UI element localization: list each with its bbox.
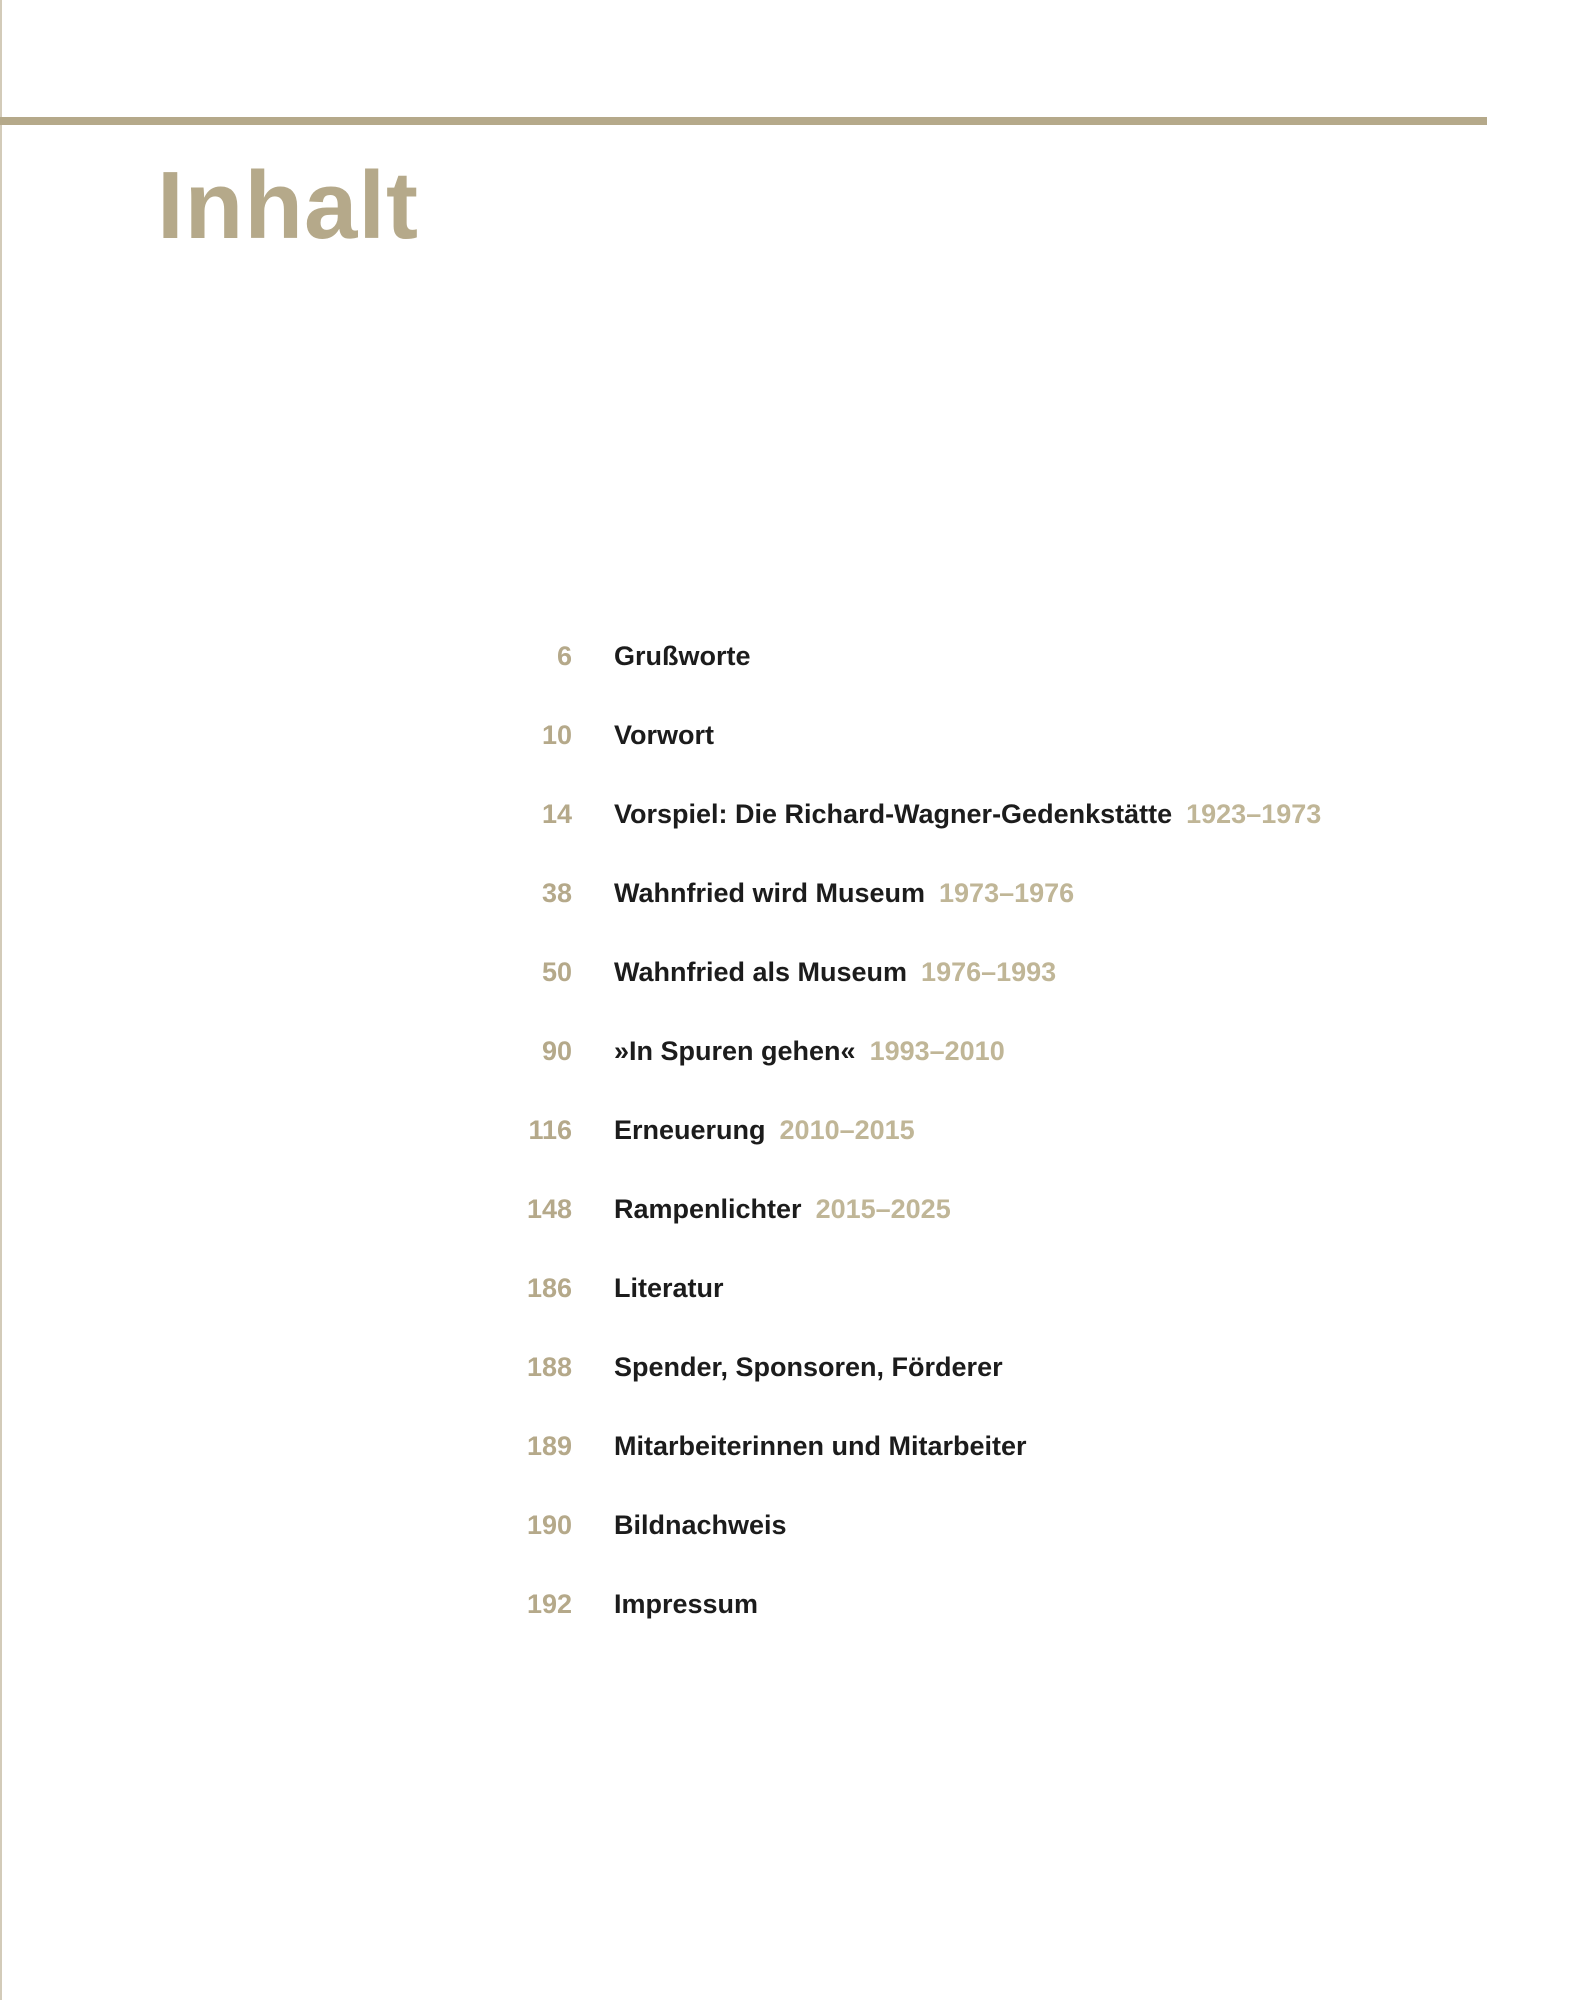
table-of-contents (480, 616, 1480, 1643)
page-title: Inhalt (157, 152, 419, 259)
toc-page-number: 50 (541, 956, 572, 987)
top-rule-divider (0, 117, 1487, 125)
toc-title: Wahnfried wird Museum (614, 877, 926, 908)
toc-entry-wahnfried-wird-museum[interactable] (480, 853, 1480, 932)
toc-entry-mitarbeiter[interactable] (480, 1406, 1480, 1485)
toc-years: 2010–2015 (779, 1114, 915, 1145)
toc-years: 1976–1993 (921, 956, 1057, 987)
toc-entry-in-spuren-gehen[interactable] (480, 1011, 1480, 1090)
toc-title: Literatur (614, 1272, 724, 1303)
toc-page-number: 14 (541, 798, 572, 829)
toc-title: Bildnachweis (614, 1509, 787, 1540)
toc-title: Mitarbeiterinnen und Mitarbeiter (614, 1430, 1027, 1461)
toc-entry-spender[interactable] (480, 1327, 1480, 1406)
toc-title: Wahnfried als Museum (614, 956, 908, 987)
toc-years: 1973–1976 (939, 877, 1075, 908)
toc-years: 1923–1973 (1186, 798, 1322, 829)
toc-page-number: 192 (526, 1588, 572, 1619)
toc-page-number: 6 (556, 640, 572, 671)
toc-page-number: 189 (526, 1430, 572, 1461)
toc-entry-wahnfried-als-museum[interactable] (480, 932, 1480, 1011)
toc-page-number: 186 (526, 1272, 572, 1303)
toc-entry-impressum[interactable] (480, 1564, 1480, 1643)
toc-entry-erneuerung[interactable] (480, 1090, 1480, 1169)
toc-title: Vorwort (614, 719, 714, 750)
toc-page-number: 90 (541, 1035, 572, 1066)
toc-page-number: 116 (528, 1114, 572, 1145)
toc-title: Impressum (614, 1588, 759, 1619)
toc-entry-literatur[interactable] (480, 1248, 1480, 1327)
toc-years: 1993–2010 (869, 1035, 1005, 1066)
toc-page-number: 188 (526, 1351, 572, 1382)
toc-title: Grußworte (614, 640, 751, 671)
toc-title: Erneuerung (614, 1114, 766, 1145)
toc-page-number: 148 (526, 1193, 572, 1224)
toc-title: »In Spuren gehen« (614, 1035, 856, 1066)
toc-page-number: 10 (541, 719, 572, 750)
toc-entry-bildnachweis[interactable] (480, 1485, 1480, 1564)
toc-years: 2015–2025 (815, 1193, 951, 1224)
page-left-edge (0, 0, 2, 2000)
toc-entry-vorspiel[interactable] (480, 774, 1480, 853)
toc-page-number: 190 (526, 1509, 572, 1540)
toc-title: Vorspiel: Die Richard-Wagner-Gedenkstätte (614, 798, 1173, 829)
toc-title: Spender, Sponsoren, Förderer (614, 1351, 1003, 1382)
toc-entry-grussworte[interactable] (480, 616, 1480, 695)
toc-page-number: 38 (541, 877, 572, 908)
toc-entry-vorwort[interactable] (480, 695, 1480, 774)
toc-title: Rampenlichter (614, 1193, 802, 1224)
toc-entry-rampenlichter[interactable] (480, 1169, 1480, 1248)
